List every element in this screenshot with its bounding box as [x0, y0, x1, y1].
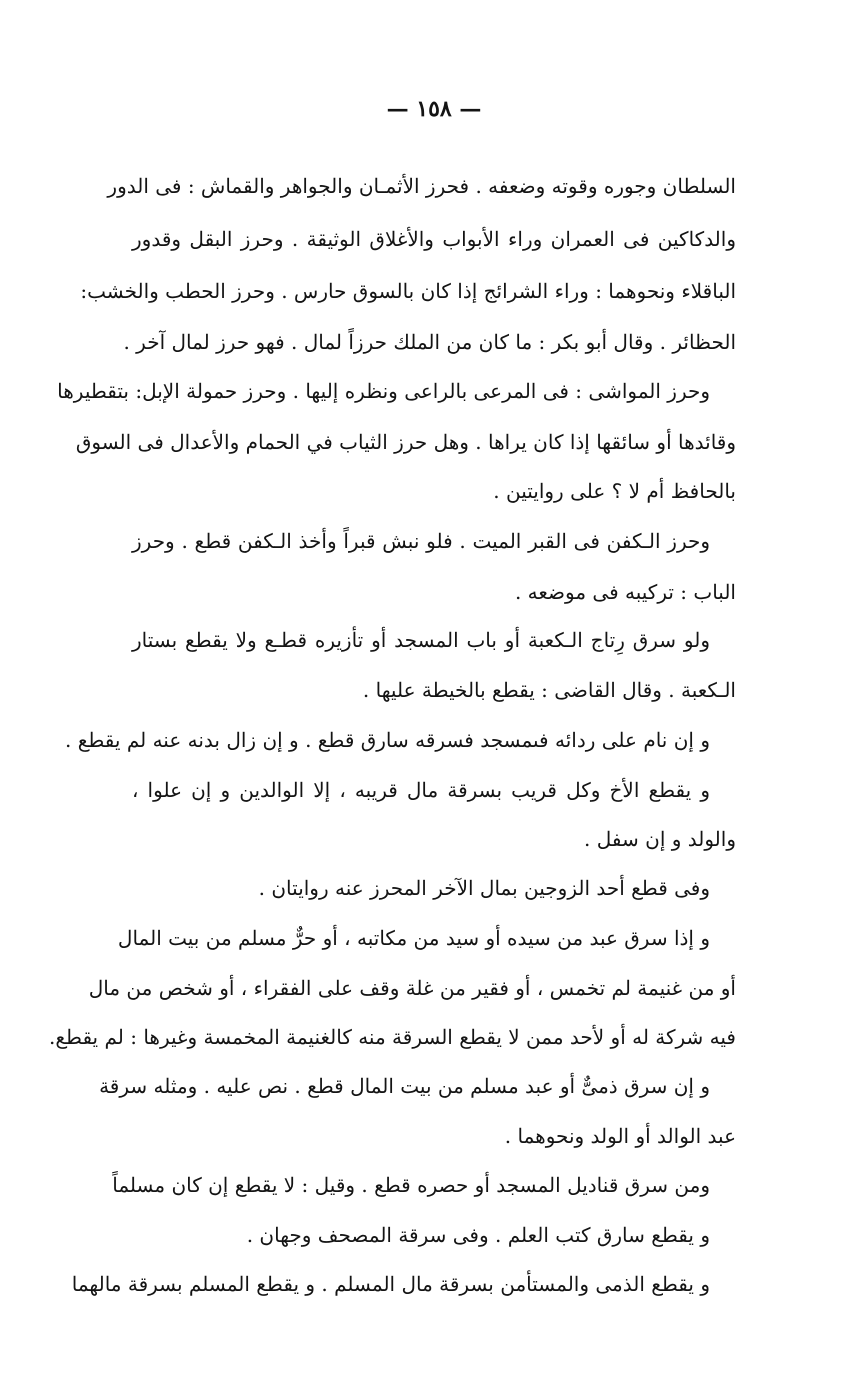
text-line-8: وحرز الـكفن فى القبر الميت . فلو نبش قبراً وأخذ الـكفن قطع . وحرز — [132, 529, 710, 553]
text-line-12: و إن نام على ردائه فىمسجد فسرقه سارق قطع . و إن زال بدنه عنه لم يقطع . — [65, 728, 710, 752]
text-line-17: أو من غنيمة لم تخمس ، أو فقير من غلة وقف على الفقراء ، أو شخص من مال — [88, 976, 736, 1000]
text-line-7: بالحافظ أم لا ؟ على روايتين . — [493, 479, 736, 503]
text-line-6: وقائدها أو سائقها إذا كان يراها . وهل حرز الثياب في الحمام والأعدال فى السوق — [75, 430, 736, 454]
text-line-19: و إن سرق ذمىٌّ أو عبد مسلم من بيت المال قطع . نص عليه . ومثله سرقة — [99, 1074, 710, 1098]
text-line-10: ولو سرق رِتاج الـكعبة أو باب المسجد أو تأزيره قطـع ولا يقطع بستار — [132, 628, 710, 652]
text-line-9: الباب : تركيبه فى موضعه . — [514, 580, 736, 604]
text-line-3: الباقلاء ونحوهما : وراء الشرائج إذا كان بالسوق حارس . وحرز الحطب والخشب: — [80, 279, 736, 303]
text-line-18: فيه شركة له أو لأحد ممن لا يقطع السرقة منه كالغنيمة المخمسة وغيرها : لم يقطع. — [49, 1025, 736, 1049]
text-line-16: و إذا سرق عبد من سيده أو سيد من مكاتبه ، أو حرٌّ مسلم من بيت المال — [117, 926, 710, 950]
text-line-22: و يقطع سارق كتب العلم . وفى سرقة المصحف وجهان . — [246, 1223, 710, 1247]
text-line-5: وحرز المواشى : فى المرعى بالراعى ونظره إليها . وحرز حمولة الإبل: بتقطيرها — [57, 379, 710, 403]
page-number: — ١٥٨ — — [386, 96, 482, 122]
text-line-13: و يقطع الأخ وكل قريب بسرقة مال قريبه ، إلا الوالدين و إن علوا ، — [132, 778, 710, 802]
text-line-15: وفى قطع أحد الزوجين بمال الآخر المحرز عنه روايتان . — [258, 876, 710, 900]
text-line-1: السلطان وجوره وقوته وضعفه . فحرز الأثمـان والجواهر والقماش : فى الدور — [107, 174, 736, 198]
text-line-4: الحظائر . وقال أبو بكر : ما كان من الملك حرزاً لمال . فهو حرز لمال آخر . — [123, 330, 736, 354]
text-line-11: الـكعبة . وقال القاضى : يقطع بالخيطة عليها . — [362, 678, 736, 702]
text-line-21: ومن سرق قناديل المسجد أو حصره قطع . وقيل : لا يقطع إن كان مسلماً — [112, 1173, 710, 1197]
text-line-14: والولد و إن سفل . — [584, 827, 736, 851]
text-line-23: و يقطع الذمى والمستأمن بسرقة مال المسلم . و يقطع المسلم بسرقة مالهما — [71, 1272, 710, 1296]
text-line-20: عبد الوالد أو الولد ونحوهما . — [504, 1124, 736, 1148]
text-line-2: والدكاكين فى العمران وراء الأبواب والأغلاق الوثيقة . وحرز البقل وقدور — [132, 227, 736, 251]
